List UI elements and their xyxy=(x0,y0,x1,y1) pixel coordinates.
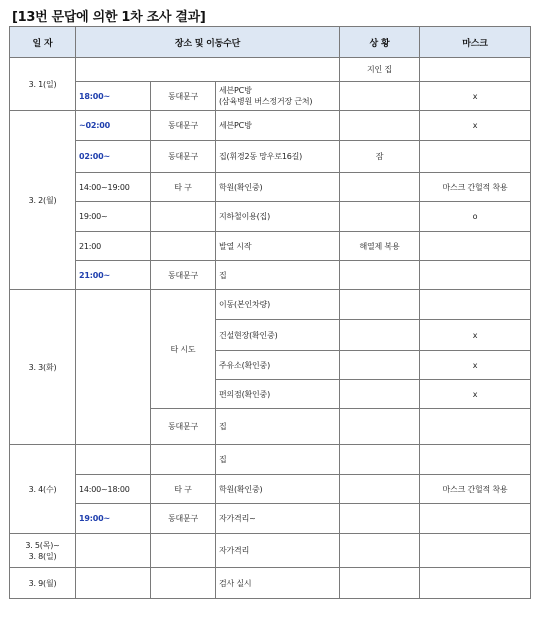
situation-cell: 지인 집 xyxy=(340,58,420,82)
place-line: (삼육병원 버스정거장 근처) xyxy=(219,97,313,106)
place-cell: 건설현장(확인중) xyxy=(216,320,340,351)
mask-cell xyxy=(420,568,531,599)
table-row xyxy=(10,58,531,82)
time-cell: 14:00~18:00 xyxy=(76,475,151,504)
date-cell: 3. 2(월) xyxy=(10,111,76,290)
time-cell: 19:00~ xyxy=(76,202,151,232)
district-cell: 동대문구 xyxy=(151,409,216,445)
page-title: [13번 문답에 의한 1차 조사 결과] xyxy=(12,10,206,25)
mask-cell: 마스크 간헐적 착용 xyxy=(420,475,531,504)
time-cell: 18:00~ xyxy=(76,82,151,111)
mask-cell xyxy=(420,58,531,82)
district-cell: 타 구 xyxy=(151,475,216,504)
situation-cell xyxy=(340,568,420,599)
place-cell: 자가격리~ xyxy=(216,504,340,534)
situation-cell xyxy=(340,409,420,445)
situation-cell xyxy=(340,351,420,380)
place-cell: 학원(확인중) xyxy=(216,475,340,504)
table-row xyxy=(10,568,531,599)
table-row xyxy=(10,445,531,475)
mask-cell xyxy=(420,504,531,534)
mask-cell xyxy=(420,141,531,173)
place-line: 세븐PC방 xyxy=(219,86,252,95)
situation-cell xyxy=(340,111,420,141)
time-cell: 02:00~ xyxy=(76,141,151,173)
place-cell xyxy=(76,58,340,82)
mask-cell xyxy=(420,534,531,568)
situation-cell xyxy=(340,202,420,232)
place-cell: 세븐PC방 xyxy=(216,111,340,141)
place-cell: 검사 실시 xyxy=(216,568,340,599)
time-cell: 19:00~ xyxy=(76,504,151,534)
time-cell: 21:00 xyxy=(76,232,151,261)
mask-cell xyxy=(420,290,531,320)
table-row xyxy=(10,202,531,232)
date-cell: 3. 9(월) xyxy=(10,568,76,599)
header-mask: 마스크 xyxy=(420,27,531,58)
situation-cell xyxy=(340,82,420,111)
place-cell: 지하철이용(집) xyxy=(216,202,340,232)
district-cell: 타 구 xyxy=(151,173,216,202)
time-cell xyxy=(76,568,151,599)
mask-cell xyxy=(420,409,531,445)
place-cell: 발열 시작 xyxy=(216,232,340,261)
situation-cell xyxy=(340,534,420,568)
date-cell: 3. 1(일) xyxy=(10,58,76,111)
district-cell xyxy=(151,568,216,599)
mask-cell: 마스크 간헐적 착용 xyxy=(420,173,531,202)
table-row xyxy=(10,290,531,320)
district-cell: 동대문구 xyxy=(151,111,216,141)
situation-cell xyxy=(340,173,420,202)
mask-cell xyxy=(420,261,531,290)
table-row xyxy=(10,141,531,173)
table-row xyxy=(10,173,531,202)
district-cell xyxy=(151,232,216,261)
place-cell: 집 xyxy=(216,261,340,290)
district-cell: 동대문구 xyxy=(151,261,216,290)
place-cell: 이동(본인차량) xyxy=(216,290,340,320)
mask-cell: x xyxy=(420,351,531,380)
time-cell xyxy=(76,445,151,475)
mask-cell: o xyxy=(420,202,531,232)
situation-cell xyxy=(340,445,420,475)
place-cell xyxy=(216,82,340,111)
date-cell: 3. 4(수) xyxy=(10,445,76,534)
mask-cell: x xyxy=(420,380,531,409)
situation-cell xyxy=(340,290,420,320)
header-place: 장소 및 이동수단 xyxy=(76,27,340,58)
district-cell xyxy=(151,534,216,568)
header-row xyxy=(10,27,531,58)
situation-cell xyxy=(340,504,420,534)
place-cell: 학원(확인중) xyxy=(216,173,340,202)
place-cell: 편의점(확인중) xyxy=(216,380,340,409)
time-cell xyxy=(76,534,151,568)
time-cell: 21:00~ xyxy=(76,261,151,290)
district-cell: 타 시도 xyxy=(151,290,216,409)
place-cell: 집 xyxy=(216,409,340,445)
date-cell xyxy=(10,534,76,568)
investigation-table xyxy=(9,26,531,599)
place-cell: 집 xyxy=(216,445,340,475)
time-cell xyxy=(76,290,151,445)
date-cell: 3. 3(화) xyxy=(10,290,76,445)
time-cell: ~02:00 xyxy=(76,111,151,141)
mask-cell: x xyxy=(420,111,531,141)
mask-cell xyxy=(420,232,531,261)
mask-cell xyxy=(420,445,531,475)
situation-cell xyxy=(340,320,420,351)
table-row xyxy=(10,534,531,568)
time-cell: 14:00~19:00 xyxy=(76,173,151,202)
date-line: 3. 5(목)~ xyxy=(25,540,60,550)
mask-cell: x xyxy=(420,320,531,351)
table-row xyxy=(10,475,531,504)
mask-cell: x xyxy=(420,82,531,111)
table-row xyxy=(10,232,531,261)
district-cell: 동대문구 xyxy=(151,141,216,173)
header-situation: 상 황 xyxy=(340,27,420,58)
situation-cell: 잠 xyxy=(340,141,420,173)
district-cell xyxy=(151,445,216,475)
situation-cell xyxy=(340,261,420,290)
place-cell: 자가격리 xyxy=(216,534,340,568)
situation-cell: 해열제 복용 xyxy=(340,232,420,261)
table-row xyxy=(10,111,531,141)
place-cell: 집(휘경2동 망우로16길) xyxy=(216,141,340,173)
district-cell xyxy=(151,202,216,232)
date-line: 3. 8(일) xyxy=(28,551,57,561)
district-cell: 동대문구 xyxy=(151,504,216,534)
table-row xyxy=(10,82,531,111)
table-row xyxy=(10,261,531,290)
header-date: 일 자 xyxy=(10,27,76,58)
situation-cell xyxy=(340,475,420,504)
situation-cell xyxy=(340,380,420,409)
district-cell: 동대문구 xyxy=(151,82,216,111)
place-cell: 주유소(확인중) xyxy=(216,351,340,380)
table-row xyxy=(10,504,531,534)
